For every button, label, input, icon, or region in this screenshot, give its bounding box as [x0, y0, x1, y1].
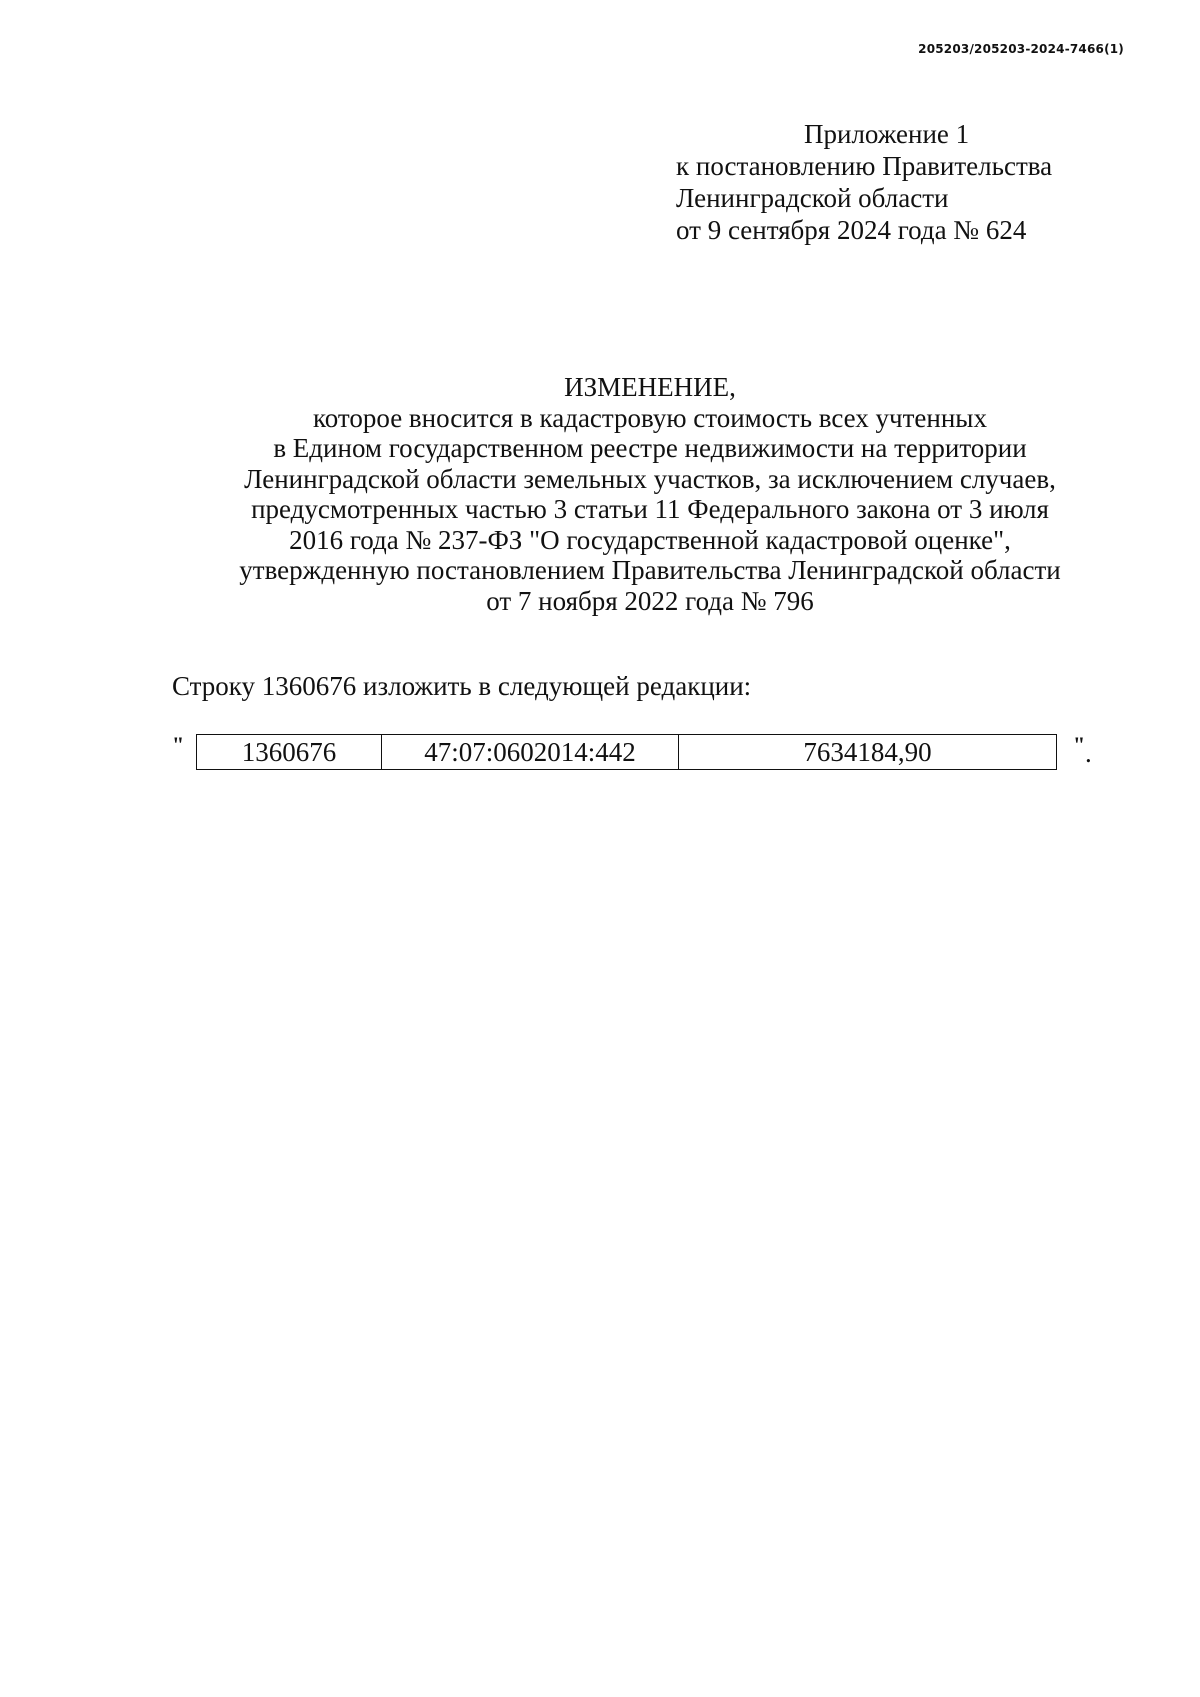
opening-quote: " — [172, 732, 185, 757]
cadastral-row-table — [196, 734, 1057, 770]
title-line: предусмотренных частью 3 статьи 11 Федерального закона от 3 июля — [251, 494, 1049, 524]
document-id: 205203/205203-2024-7466(1) — [918, 42, 1124, 56]
appendix-date-line: от 9 сентября 2024 года № 624 — [676, 215, 1027, 245]
title-line: от 7 ноября 2022 года № 796 — [486, 585, 814, 616]
title-line: утвержденную постановлением Правительства Ленинградской области — [239, 555, 1061, 585]
title-line: Ленинградской области земельных участков, за исключением случаев, — [244, 463, 1056, 494]
table-row — [197, 735, 1057, 770]
document-title — [150, 372, 1150, 616]
closing-quote: " — [1073, 732, 1086, 757]
closing-period: . — [1085, 738, 1092, 768]
appendix-region-line: Ленинградской области — [676, 183, 949, 213]
appendix-number: Приложение 1 — [804, 119, 970, 149]
title-line: которое вносится в кадастровую стоимость всех учтенных — [313, 402, 987, 433]
cadastral-value-cell: 7634184,90 — [679, 735, 1057, 770]
title-heading: ИЗМЕНЕНИЕ, — [564, 372, 736, 402]
appendix-header — [676, 118, 1052, 246]
title-line: 2016 года № 237-ФЗ "О государственной кадастровой оценке", — [289, 524, 1011, 555]
appendix-ref-line: к постановлению Правительства — [676, 151, 1053, 181]
instruction-text: Строку 1360676 изложить в следующей редакции: — [172, 671, 752, 701]
row-number-cell: 1360676 — [197, 735, 382, 770]
cadastral-number-cell: 47:07:0602014:442 — [382, 735, 679, 770]
title-line: в Едином государственном реестре недвижимости на территории — [273, 433, 1027, 463]
